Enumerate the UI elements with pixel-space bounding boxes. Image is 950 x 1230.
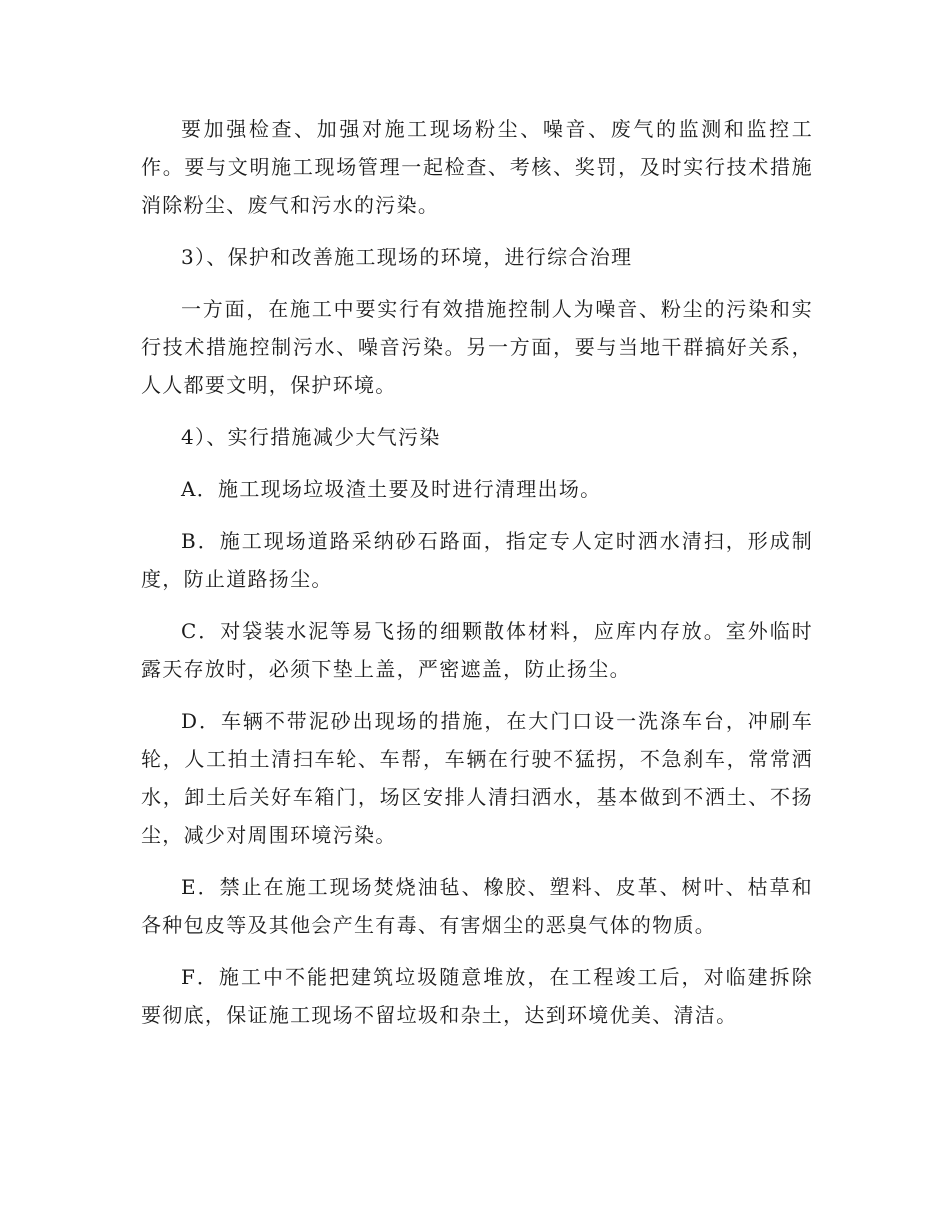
heading-environment-protection: 3）、保护和改善施工现场的环境，进行综合治理 <box>181 245 633 269</box>
list-item-a-waste-removal: A．施工现场垃圾渣土要及时进行清理出场。 <box>181 477 602 501</box>
document-page <box>141 110 813 1034</box>
list-item-d-vehicle-cleaning: D．车辆不带泥砂出现场的措施，在大门口设一洗涤车台，冲刷车轮，人工拍土清扫车轮、车帮，车辆在行驶不猛拐，不急刹车，常常洒水，卸土后关好车箱门，场区安排人清扫洒水，基本做到不洒土、不扬尘，减少对周围环境污染。 <box>141 709 813 847</box>
paragraph-noise-dust-control: 一方面，在施工中要实行有效措施控制人为噪音、粉尘的污染和实行技术措施控制污水、噪音污染。另一方面，要与当地干群搞好关系，人人都要文明，保护环境。 <box>141 297 813 397</box>
list-item-f-construction-waste: F．施工中不能把建筑垃圾随意堆放，在工程竣工后，对临建拆除要彻底，保证施工现场不留垃圾和杂土，达到环境优美、清洁。 <box>141 965 813 1027</box>
list-item-b-road-dust: B．施工现场道路采纳砂石路面，指定专人定时洒水清扫，形成制度，防止道路扬尘。 <box>141 529 813 591</box>
list-item-c-material-storage: C．对袋装水泥等易飞扬的细颗散体材料，应库内存放。室外临时露天存放时，必须下垫上盖，严密遮盖，防止扬尘。 <box>141 619 813 681</box>
list-item-e-burning-ban: E．禁止在施工现场焚烧油毡、橡胶、塑料、皮革、树叶、枯草和各种包皮等及其他会产生有毒、有害烟尘的恶臭气体的物质。 <box>141 875 813 937</box>
paragraph-pollution-monitoring: 要加强检查、加强对施工现场粉尘、噪音、废气的监测和监控工作。要与文明施工现场管理一起检查、考核、奖罚，及时实行技术措施消除粉尘、废气和污水的污染。 <box>141 117 813 217</box>
heading-air-pollution-measures: 4）、实行措施减少大气污染 <box>181 425 441 449</box>
